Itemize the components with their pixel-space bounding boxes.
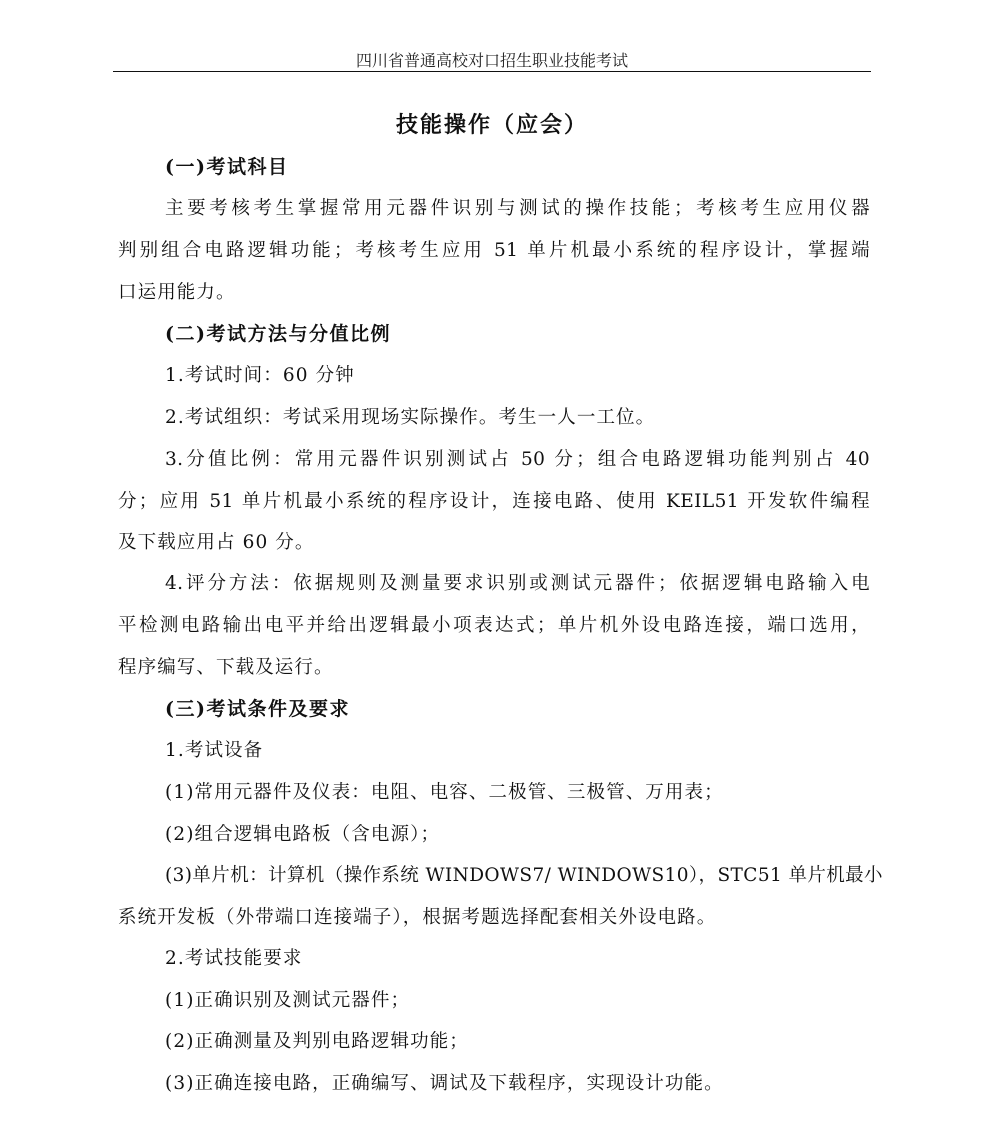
subheading: 1.考试设备 bbox=[165, 740, 264, 761]
list-item: (2)正确测量及判别电路逻辑功能； bbox=[165, 1031, 469, 1052]
list-item: 分；应用 51 单片机最小系统的程序设计，连接电路、使用 KEIL51 开发软件编程 bbox=[118, 491, 870, 512]
subheading: 2.考试技能要求 bbox=[165, 948, 303, 969]
list-item: 及下载应用占 60 分。 bbox=[118, 532, 315, 553]
list-item: (1)常用元器件及仪表：电阻、电容、二极管、三极管、万用表； bbox=[165, 782, 724, 803]
section-heading-1: (一)考试科目 bbox=[165, 156, 289, 178]
list-item: 系统开发板（外带端口连接端子），根据考题选择配套相关外设电路。 bbox=[118, 907, 717, 928]
page-header: 四川省普通高校对口招生职业技能考试 bbox=[355, 51, 628, 70]
header-rule bbox=[113, 71, 871, 72]
list-item: 4.评分方法：依据规则及测量要求识别或测试元器件；依据逻辑电路输入电 bbox=[165, 573, 870, 594]
list-item: (3)正确连接电路，正确编写、调试及下载程序，实现设计功能。 bbox=[165, 1073, 724, 1094]
list-item: (2)组合逻辑电路板（含电源）； bbox=[165, 824, 441, 845]
list-item: 程序编写、下载及运行。 bbox=[118, 657, 334, 678]
list-item: 平检测电路输出电平并给出逻辑最小项表达式；单片机外设电路连接，端口选用， bbox=[118, 615, 870, 636]
page-title: 技能操作（应会） bbox=[395, 112, 588, 138]
section-heading-2: (二)考试方法与分值比例 bbox=[165, 323, 391, 345]
list-item: (3)单片机：计算机（操作系统 WINDOWS7/ WINDOWS10），STC51 单片机最小 bbox=[165, 865, 883, 886]
paragraph-line: 判别组合电路逻辑功能；考核考生应用 51 单片机最小系统的程序设计，掌握端 bbox=[118, 240, 870, 261]
section-heading-3: (三)考试条件及要求 bbox=[165, 698, 350, 720]
list-item: 3.分值比例：常用元器件识别测试占 50 分；组合电路逻辑功能判别占 40 bbox=[165, 449, 870, 470]
list-item: (1)正确识别及测试元器件； bbox=[165, 990, 411, 1011]
paragraph-line: 主要考核考生掌握常用元器件识别与测试的操作技能；考核考生应用仪器 bbox=[165, 198, 870, 219]
paragraph-line: 口运用能力。 bbox=[118, 282, 236, 303]
list-item: 1.考试时间：60 分钟 bbox=[165, 365, 355, 386]
list-item: 2.考试组织：考试采用现场实际操作。考生一人一工位。 bbox=[165, 407, 656, 428]
